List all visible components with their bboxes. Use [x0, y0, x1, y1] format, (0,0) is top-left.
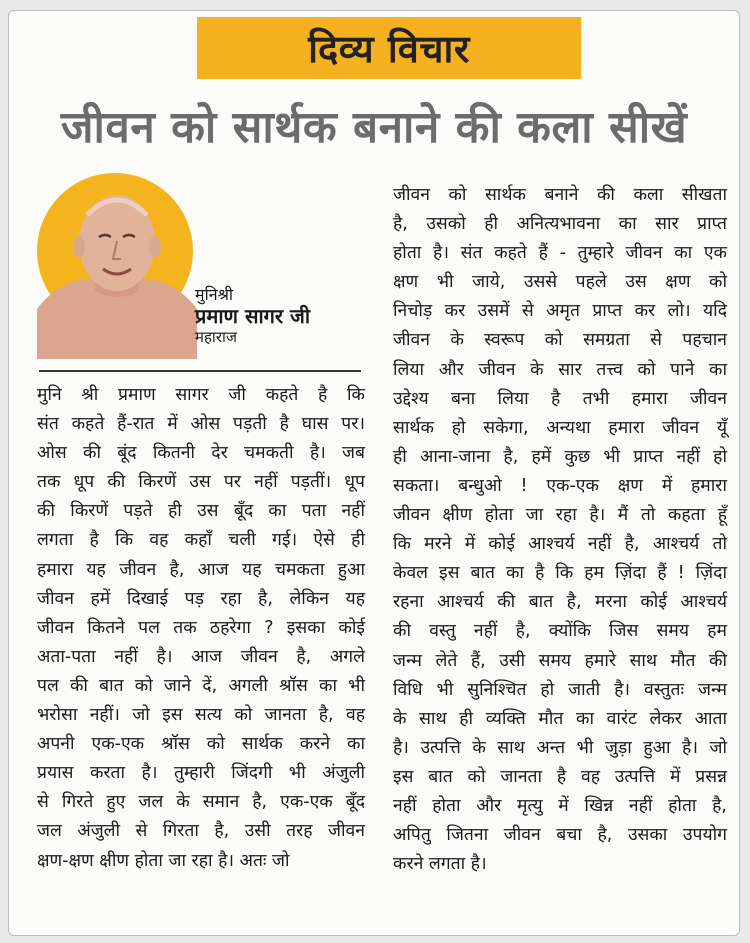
text-line: होता है। संत कहते हैं - तुम्हारे जीवन का एक	[393, 243, 727, 264]
text-line: मुनि श्री प्रमाण सागर जी कहते है कि	[37, 385, 365, 405]
text-line: जीवन के स्वरूप को समग्रता से पहचान	[393, 330, 727, 351]
author-portrait	[37, 181, 197, 359]
text-line: क्षण भी जाये, उससे पहले उस क्षण को	[393, 272, 727, 293]
text-line: ओस की बूंद कितनी देर चमकती है। जब	[37, 443, 365, 464]
text-line: अपितु जितना जीवन बचा है, उसका उपयोग	[393, 825, 727, 846]
text-line: अपनी एक-एक श्रॉस को सार्थक करने का	[37, 734, 365, 755]
text-line: क्षण-क्षण क्षीण होता जा रहा है। अतः जो	[37, 850, 290, 871]
author-byline	[195, 285, 310, 346]
text-line: जन्म लेते हैं, उसी समय हमारे साथ मौत की	[393, 650, 727, 671]
text-line: जल अंजुली से गिरता है, उसी तरह जीवन	[37, 821, 365, 842]
text-line: जीवन को सार्थक बनाने की कला सीखता	[393, 185, 727, 205]
text-line: उद्देश्य बना लिया है तभी हमारा जीवन	[393, 388, 727, 409]
text-line: निचोड़ कर उसमें से अमृत प्राप्त कर लो। यदि	[393, 301, 727, 322]
text-line: करने लगता है।	[393, 854, 487, 875]
text-line: ही आना-जाना है, हमें कुछ भी प्राप्त नहीं हो	[393, 446, 727, 467]
text-line: कि मरने में कोई आश्चर्य नहीं है, आश्चर्य तो	[393, 534, 727, 555]
text-line: केवल इस बात का है कि हम ज़िंदा हैं ! ज़िंदा	[393, 563, 727, 584]
text-line: सार्थक हो सकेगा, अन्यथा हमारा जीवन यूँ	[393, 417, 727, 438]
text-line: है। उत्पत्ति के साथ अन्त भी जुड़ा हुआ है। जो	[393, 737, 727, 758]
text-line: की किरणें पड़ते ही उस बूँद का पता नहीं	[37, 501, 365, 522]
text-line: अता-पता नहीं है। आज जीवन है, अगले	[37, 646, 365, 667]
article-headline: जीवन को सार्थक बनाने की कला सीखें	[60, 102, 688, 153]
text-line: जीवन कितने पल तक ठहरेगा ? इसका कोई	[37, 617, 365, 638]
text-line: सकता। बन्धुओ ! एक-एक क्षण में हमारा	[393, 475, 727, 496]
text-line: प्रयास करता है। तुम्हारी जिंदगी भी अंजुली	[37, 763, 365, 784]
section-banner	[197, 17, 581, 79]
byline-divider	[39, 370, 361, 372]
text-line: तक धूप की किरणें उस पर नहीं पड़तीं। धूप	[37, 472, 365, 493]
newspaper-clipping	[8, 10, 740, 936]
byline-suffix: महाराज	[195, 328, 237, 347]
section-banner-title: दिव्य विचार	[308, 27, 470, 71]
text-line: लिया और जीवन के सार तत्त्व को पाने का	[393, 359, 727, 380]
text-line: संत कहते हैं-रात में ओस पड़ती है घास पर।	[37, 414, 365, 435]
text-line: रहना आश्चर्य की बात है, मरना कोई आश्चर्य	[393, 592, 727, 613]
text-line: नहीं होता और मृत्यु में खिन्न नहीं होता है,	[393, 795, 727, 816]
text-line: से गिरते हुए जल के समान है, एक-एक बूँद	[37, 792, 365, 813]
text-line: विधि भी सुनिश्चित हो जाती है। वस्तुतः जन्म	[393, 679, 727, 700]
text-line: जीवन हमें दिखाई पड़ रहा है, लेकिन यह	[37, 588, 365, 609]
text-line: जीवन क्षीण होता जा रहा है। मैं तो कहता हूँ	[393, 505, 727, 526]
text-line: है, उसको ही अनित्यभावना का सार प्राप्त	[393, 214, 727, 235]
byline-title: मुनिश्री	[195, 285, 234, 304]
text-line: इस बात को जानता है वह उत्पत्ति में प्रसन्न	[393, 766, 727, 787]
text-line: लगता है कि वह कहाँ चली गई। ऐसे ही	[37, 530, 365, 551]
byline-name: प्रमाण सागर जी	[195, 304, 311, 329]
text-line: हमारा यह जीवन है, आज यह चमकता हुआ	[37, 559, 365, 580]
article-column-right	[393, 181, 727, 879]
text-line: के साथ ही व्यक्ति मौत का वारंट लेकर आता	[393, 708, 727, 729]
text-line: की वस्तु नहीं है, क्योंकि जिस समय हम	[393, 621, 727, 642]
text-line: भरोसा नहीं। जो इस सत्य को जानता है, वह	[37, 705, 365, 726]
article-column-left	[37, 381, 365, 876]
text-line: पल की बात को जाने दें, अगली श्रॉस का भी	[37, 675, 365, 696]
